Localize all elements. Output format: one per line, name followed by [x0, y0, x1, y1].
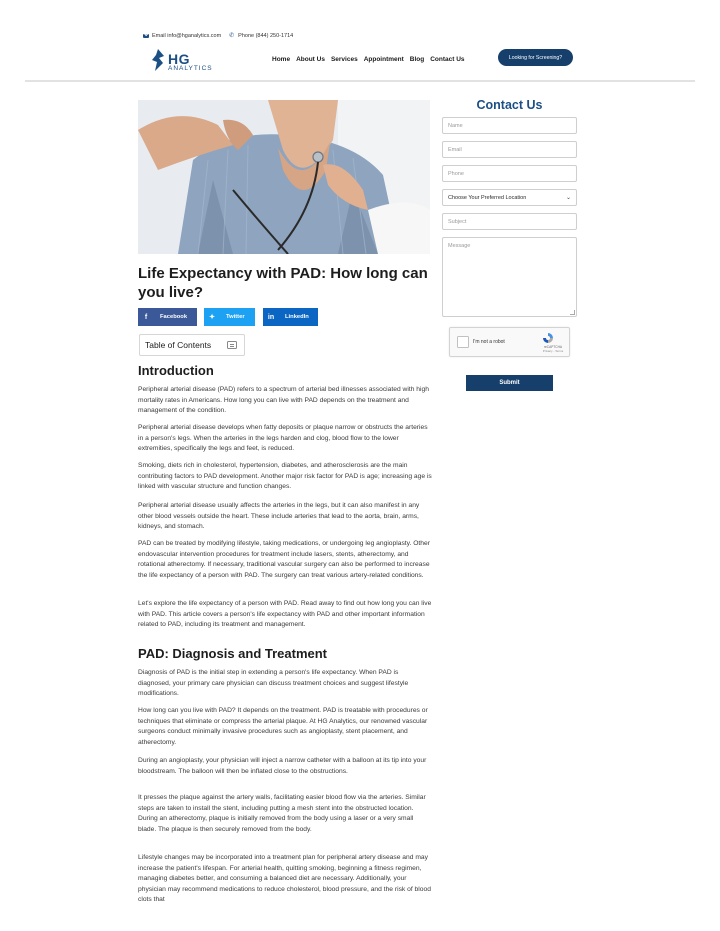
share-linkedin-button[interactable]: [263, 308, 318, 326]
section-heading-introduction: Introduction: [138, 363, 214, 378]
top-contact-bar: [143, 31, 293, 41]
chevron-down-icon: ⌄: [565, 195, 571, 201]
share-twitter-button[interactable]: [204, 308, 255, 326]
header-divider: [25, 80, 695, 82]
name-placeholder: Name: [448, 123, 463, 129]
location-selected-value: Choose Your Preferred Location: [448, 195, 527, 201]
recaptcha-links[interactable]: Privacy - Terms: [542, 349, 564, 353]
topbar-phone[interactable]: [229, 33, 293, 39]
location-select[interactable]: [442, 189, 577, 206]
recaptcha-logo-icon: [542, 332, 554, 344]
topbar-email[interactable]: [143, 33, 221, 39]
toc-label: Table of Contents: [145, 340, 212, 350]
list-icon: [227, 341, 237, 349]
site-logo[interactable]: [151, 49, 221, 73]
diagnosis-paragraph: How long can you live with PAD? It depends on the treatment. PAD is treatable with procedures or techniques that eliminate or compress the arterial plaque. At HG Analytics, our renowned vascular surgeons conduct minimally invasive procedures such as angioplasty, stent placement, and atherectomy.: [138, 707, 428, 746]
doctor-patient-illustration: [138, 100, 430, 254]
subject-input[interactable]: [442, 213, 577, 230]
subject-placeholder: Subject: [448, 219, 467, 225]
diagnosis-paragraph: Lifestyle changes may be incorporated into a treatment plan for peripheral artery disease and may increase the patient's lifespan. For arterial health, quitting smoking, beginning a fitness regimen, managing diabetes better, and consuming a balanced diet are necessary. Additionally, your physician may recommend medications to reduce cholesterol, blood pressure, and the risk of blood clots that: [138, 854, 431, 903]
resize-grip-icon[interactable]: [570, 310, 575, 315]
logo-mark-icon: [151, 49, 165, 71]
nav-home[interactable]: Home: [272, 56, 291, 63]
share-twitter-label: Twitter: [226, 314, 245, 320]
email-placeholder: Email: [448, 147, 462, 153]
phone-placeholder: Phone: [448, 171, 464, 177]
intro-paragraph: PAD can be treated by modifying lifestyle, taking medications, or undergoing leg angioplasty. Other endovascular intervention procedures for treatment include lasers, stents, atherectomy, and rotational atherectomy. If necessary, traditional vascular surgery can also be performed to increase the life expectancy of a person with PAD. The surgery can treat various artery-related conditions.: [138, 540, 430, 579]
main-nav: [272, 56, 465, 63]
nav-contact-us[interactable]: Contact Us: [430, 56, 465, 63]
email-input[interactable]: [442, 141, 577, 158]
phone-input[interactable]: [442, 165, 577, 182]
diagnosis-paragraph: It presses the plaque against the artery walls, facilitating easier blood flow via the arteries. Similar steps are taken to install the stent, including putting a mesh stent into the obstructed location. During an atherectomy, plaque is initially removed from the body using a laser or a very small blade. The plaque is then securely removed from the body.: [138, 794, 426, 833]
nav-about-us[interactable]: About Us: [296, 56, 325, 63]
mail-icon: [143, 34, 149, 39]
share-linkedin-label: LinkedIn: [285, 314, 309, 320]
topbar-email-text[interactable]: Email info@hganalytics.com: [152, 33, 222, 39]
recaptcha-checkbox[interactable]: [457, 336, 469, 348]
message-placeholder: Message: [448, 243, 471, 249]
logo-main-text: HG: [168, 51, 190, 67]
table-of-contents-toggle[interactable]: [139, 334, 245, 356]
hero-image: [138, 100, 430, 254]
message-textarea[interactable]: [442, 237, 577, 317]
linkedin-icon: in: [267, 313, 275, 321]
recaptcha-label: I'm not a robot: [473, 339, 505, 345]
logo-sub-text: ANALYTICS: [168, 65, 213, 72]
intro-paragraph: Peripheral arterial disease (PAD) refers to a spectrum of arterial bed illnesses associated with high mortality rates in Americans. How long you can live with PAD depends on the treatment and management of the condition.: [138, 386, 429, 414]
nav-services[interactable]: Services: [330, 56, 358, 63]
contact-form-title: Contact Us: [476, 98, 543, 112]
article-title: Life Expectancy with PAD: How long can you live?: [138, 265, 428, 301]
phone-icon: ✆: [229, 33, 235, 39]
diagnosis-paragraph: During an angioplasty, your physician will inject a narrow catheter with a balloon at its tip into your bloodstream. The balloon will then be inflated close to the obstructions.: [138, 757, 427, 775]
site-header: [0, 44, 720, 80]
recaptcha-brand: reCAPTCHA: [543, 345, 563, 349]
section-heading-diagnosis: PAD: Diagnosis and Treatment: [138, 646, 328, 661]
diagnosis-paragraph: Diagnosis of PAD is the initial step in extending a person's life expectancy. When PAD is diagnosed, your primary care physician can discuss treatment choices and suggest lifestyle modifications.: [138, 669, 409, 697]
share-facebook-button[interactable]: [138, 308, 197, 326]
share-facebook-label: Facebook: [160, 314, 188, 320]
intro-paragraph: Peripheral arterial disease develops when fatty deposits or plaque narrow or obstructs the arteries in a person's legs. When the arteries in the legs harden and clog, blood flow to the lower extremities, specifically the legs and feet, is reduced.: [138, 424, 428, 452]
screening-cta-button[interactable]: Looking for Screening?: [498, 49, 573, 66]
nav-blog[interactable]: Blog: [409, 56, 425, 63]
intro-paragraph: Peripheral arterial disease usually affects the arteries in the legs, but it can also manifest in any other blood vessels outside the heart. These include arteries that lead to the aorta, brain, arms, kidneys, and stomach.: [138, 502, 420, 530]
nav-appointment[interactable]: Appointment: [363, 56, 404, 63]
recaptcha-widget: [449, 327, 570, 357]
twitter-icon: ✦: [209, 314, 215, 321]
intro-paragraph: Let's explore the life expectancy of a person with PAD. Read away to find out how long you can live with PAD. This article covers a person's life expectancy with PAD and other important information related to PAD, including its treatment and management.: [138, 600, 432, 628]
name-input[interactable]: [442, 117, 577, 134]
topbar-phone-text[interactable]: Phone (844) 250-1714: [238, 33, 294, 39]
intro-paragraph: Smoking, diets rich in cholesterol, hypertension, diabetes, and atherosclerosis are the main contributing factors to PAD development. Another major risk factor for PAD is age; increasing age is linked with vascular structure and function changes.: [138, 462, 432, 490]
submit-button[interactable]: Submit: [466, 375, 553, 391]
facebook-icon: f: [144, 313, 148, 321]
